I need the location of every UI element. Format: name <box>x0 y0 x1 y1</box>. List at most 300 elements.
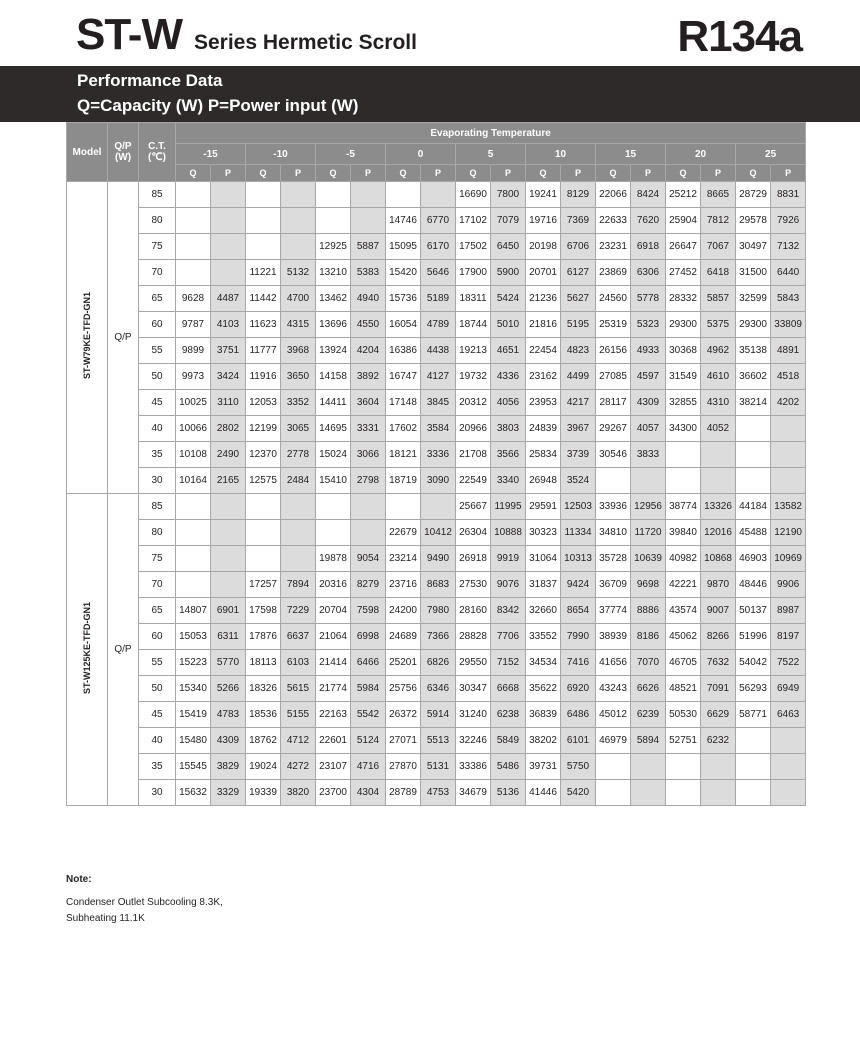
power-cell: 9919 <box>491 546 526 572</box>
power-cell: 4550 <box>351 312 386 338</box>
power-cell <box>211 208 246 234</box>
power-cell: 7079 <box>491 208 526 234</box>
capacity-cell: 21414 <box>316 650 351 676</box>
capacity-cell: 12199 <box>246 416 281 442</box>
table-row <box>67 780 806 806</box>
capacity-cell: 28729 <box>736 182 771 208</box>
capacity-cell: 13462 <box>316 286 351 312</box>
power-cell <box>701 780 736 806</box>
capacity-cell: 13924 <box>316 338 351 364</box>
capacity-cell: 22549 <box>456 468 491 494</box>
capacity-cell: 15095 <box>386 234 421 260</box>
capacity-cell: 11442 <box>246 286 281 312</box>
capacity-cell: 29267 <box>596 416 631 442</box>
note-line-2: Subheating 11.1K <box>66 913 145 924</box>
capacity-cell: 45012 <box>596 702 631 728</box>
header-p: P <box>491 165 526 182</box>
model-name: ST-W125KE-TFD-GN1 <box>82 601 92 694</box>
capacity-cell: 44184 <box>736 494 771 520</box>
power-cell: 4962 <box>701 338 736 364</box>
capacity-cell: 29300 <box>736 312 771 338</box>
power-cell: 4518 <box>771 364 806 390</box>
qp-label: Q/P <box>108 494 139 806</box>
capacity-cell: 30497 <box>736 234 771 260</box>
header-p: P <box>281 165 316 182</box>
power-cell: 6637 <box>281 624 316 650</box>
power-cell: 3739 <box>561 442 596 468</box>
power-cell: 2484 <box>281 468 316 494</box>
power-cell: 6901 <box>211 598 246 624</box>
power-cell <box>351 494 386 520</box>
capacity-cell: 12053 <box>246 390 281 416</box>
capacity-cell: 41656 <box>596 650 631 676</box>
capacity-cell: 24689 <box>386 624 421 650</box>
capacity-cell: 51996 <box>736 624 771 650</box>
power-cell: 5323 <box>631 312 666 338</box>
table-row <box>67 364 806 390</box>
capacity-cell: 23231 <box>596 234 631 260</box>
capacity-cell: 32599 <box>736 286 771 312</box>
condensing-temp: 80 <box>139 520 176 546</box>
capacity-cell: 35728 <box>596 546 631 572</box>
qp-label: Q/P <box>108 182 139 494</box>
power-cell: 12503 <box>561 494 596 520</box>
header-evap-temp: -10 <box>246 144 316 165</box>
power-cell: 5131 <box>421 754 456 780</box>
power-cell: 6626 <box>631 676 666 702</box>
header-evap-temp: 25 <box>736 144 806 165</box>
power-cell: 7132 <box>771 234 806 260</box>
capacity-cell: 32660 <box>526 598 561 624</box>
power-cell: 9698 <box>631 572 666 598</box>
capacity-cell: 20312 <box>456 390 491 416</box>
capacity-cell: 34300 <box>666 416 701 442</box>
header-evap-temp: -15 <box>176 144 246 165</box>
power-cell: 8266 <box>701 624 736 650</box>
power-cell: 4891 <box>771 338 806 364</box>
power-cell <box>631 780 666 806</box>
capacity-cell: 29591 <box>526 494 561 520</box>
header-evap-temp: 20 <box>666 144 736 165</box>
power-cell: 3329 <box>211 780 246 806</box>
power-cell <box>771 442 806 468</box>
power-cell: 3065 <box>281 416 316 442</box>
power-cell: 3751 <box>211 338 246 364</box>
capacity-cell: 27452 <box>666 260 701 286</box>
power-cell: 5843 <box>771 286 806 312</box>
power-cell: 3967 <box>561 416 596 442</box>
power-cell: 5155 <box>281 702 316 728</box>
power-cell: 7632 <box>701 650 736 676</box>
header-evaporating-temperature: Evaporating Temperature <box>176 123 806 144</box>
capacity-cell: 22601 <box>316 728 351 754</box>
capacity-cell <box>596 754 631 780</box>
capacity-cell: 43574 <box>666 598 701 624</box>
condensing-temp: 60 <box>139 624 176 650</box>
power-cell: 4651 <box>491 338 526 364</box>
capacity-cell: 14807 <box>176 598 211 624</box>
capacity-cell <box>666 468 701 494</box>
power-cell: 3604 <box>351 390 386 416</box>
power-cell: 4056 <box>491 390 526 416</box>
capacity-cell: 58771 <box>736 702 771 728</box>
capacity-cell: 10025 <box>176 390 211 416</box>
power-cell: 2490 <box>211 442 246 468</box>
power-cell: 2802 <box>211 416 246 442</box>
capacity-cell: 17502 <box>456 234 491 260</box>
capacity-cell: 38214 <box>736 390 771 416</box>
power-cell: 3331 <box>351 416 386 442</box>
power-cell <box>351 520 386 546</box>
header-p: P <box>561 165 596 182</box>
capacity-cell: 20316 <box>316 572 351 598</box>
capacity-cell: 23700 <box>316 780 351 806</box>
band-title: Performance Data <box>77 71 223 90</box>
capacity-cell: 26948 <box>526 468 561 494</box>
condensing-temp: 85 <box>139 182 176 208</box>
power-cell: 11334 <box>561 520 596 546</box>
capacity-cell: 38774 <box>666 494 701 520</box>
document-title <box>76 10 417 66</box>
power-cell: 7366 <box>421 624 456 650</box>
condensing-temp: 65 <box>139 598 176 624</box>
capacity-cell: 22066 <box>596 182 631 208</box>
power-cell: 9906 <box>771 572 806 598</box>
power-cell: 5615 <box>281 676 316 702</box>
capacity-cell: 27071 <box>386 728 421 754</box>
power-cell: 5849 <box>491 728 526 754</box>
capacity-cell: 12575 <box>246 468 281 494</box>
capacity-cell: 18744 <box>456 312 491 338</box>
capacity-cell: 10066 <box>176 416 211 442</box>
capacity-cell: 15223 <box>176 650 211 676</box>
capacity-cell: 20966 <box>456 416 491 442</box>
capacity-cell: 9899 <box>176 338 211 364</box>
power-cell: 5132 <box>281 260 316 286</box>
condensing-temp: 30 <box>139 468 176 494</box>
power-cell: 3829 <box>211 754 246 780</box>
capacity-cell <box>176 182 211 208</box>
capacity-cell: 43243 <box>596 676 631 702</box>
power-cell: 3090 <box>421 468 456 494</box>
table-row <box>67 390 806 416</box>
power-cell: 4783 <box>211 702 246 728</box>
capacity-cell: 15420 <box>386 260 421 286</box>
power-cell: 3650 <box>281 364 316 390</box>
capacity-cell: 25756 <box>386 676 421 702</box>
header-p: P <box>211 165 246 182</box>
power-cell: 5857 <box>701 286 736 312</box>
capacity-cell: 34810 <box>596 520 631 546</box>
capacity-cell: 28828 <box>456 624 491 650</box>
condensing-temp: 75 <box>139 546 176 572</box>
capacity-cell: 25319 <box>596 312 631 338</box>
capacity-cell: 35138 <box>736 338 771 364</box>
power-cell <box>771 780 806 806</box>
power-cell: 5542 <box>351 702 386 728</box>
power-cell: 5914 <box>421 702 456 728</box>
power-cell: 5778 <box>631 286 666 312</box>
table-row <box>67 468 806 494</box>
power-cell: 6920 <box>561 676 596 702</box>
capacity-cell: 25904 <box>666 208 701 234</box>
power-cell: 6770 <box>421 208 456 234</box>
power-cell: 5486 <box>491 754 526 780</box>
header-q: Q <box>456 165 491 182</box>
capacity-cell: 17257 <box>246 572 281 598</box>
power-cell: 6239 <box>631 702 666 728</box>
power-cell: 9007 <box>701 598 736 624</box>
power-cell: 3833 <box>631 442 666 468</box>
power-cell: 4716 <box>351 754 386 780</box>
condensing-temp: 55 <box>139 338 176 364</box>
capacity-cell: 17876 <box>246 624 281 650</box>
capacity-cell: 30546 <box>596 442 631 468</box>
capacity-cell: 11916 <box>246 364 281 390</box>
capacity-cell: 21708 <box>456 442 491 468</box>
power-cell: 6311 <box>211 624 246 650</box>
power-cell <box>211 520 246 546</box>
condensing-temp: 35 <box>139 754 176 780</box>
capacity-cell <box>176 234 211 260</box>
band-subtitle: Q=Capacity (W) P=Power input (W) <box>77 96 359 115</box>
power-cell <box>211 572 246 598</box>
capacity-cell: 17102 <box>456 208 491 234</box>
power-cell: 3340 <box>491 468 526 494</box>
capacity-cell <box>666 780 701 806</box>
power-cell: 4940 <box>351 286 386 312</box>
capacity-cell: 30347 <box>456 676 491 702</box>
power-cell: 4823 <box>561 338 596 364</box>
power-cell: 4597 <box>631 364 666 390</box>
power-cell <box>701 754 736 780</box>
table-row <box>67 598 806 624</box>
note-line-1: Condenser Outlet Subcooling 8.3K, <box>66 897 223 908</box>
power-cell: 5136 <box>491 780 526 806</box>
power-cell: 7598 <box>351 598 386 624</box>
capacity-cell <box>246 520 281 546</box>
capacity-cell: 11221 <box>246 260 281 286</box>
capacity-cell: 37774 <box>596 598 631 624</box>
power-cell: 5900 <box>491 260 526 286</box>
power-cell: 5424 <box>491 286 526 312</box>
power-cell <box>281 520 316 546</box>
power-cell: 3892 <box>351 364 386 390</box>
power-cell: 3584 <box>421 416 456 442</box>
power-cell: 7800 <box>491 182 526 208</box>
capacity-cell: 25201 <box>386 650 421 676</box>
capacity-cell: 28332 <box>666 286 701 312</box>
power-cell: 4753 <box>421 780 456 806</box>
power-cell: 6826 <box>421 650 456 676</box>
capacity-cell: 19716 <box>526 208 561 234</box>
power-cell: 6918 <box>631 234 666 260</box>
power-cell: 3352 <box>281 390 316 416</box>
table-row <box>67 650 806 676</box>
power-cell: 4315 <box>281 312 316 338</box>
power-cell: 7926 <box>771 208 806 234</box>
power-cell: 33809 <box>771 312 806 338</box>
capacity-cell: 23214 <box>386 546 421 572</box>
power-cell: 3424 <box>211 364 246 390</box>
capacity-cell: 19241 <box>526 182 561 208</box>
capacity-cell: 16747 <box>386 364 421 390</box>
power-cell: 7070 <box>631 650 666 676</box>
capacity-cell: 16054 <box>386 312 421 338</box>
capacity-cell <box>246 182 281 208</box>
capacity-cell: 26304 <box>456 520 491 546</box>
power-cell <box>421 494 456 520</box>
capacity-cell: 11777 <box>246 338 281 364</box>
header-q: Q <box>176 165 211 182</box>
capacity-cell: 14746 <box>386 208 421 234</box>
capacity-cell <box>176 572 211 598</box>
header-band <box>0 66 860 122</box>
power-cell: 13582 <box>771 494 806 520</box>
capacity-cell: 23107 <box>316 754 351 780</box>
capacity-cell: 34534 <box>526 650 561 676</box>
condensing-temp: 35 <box>139 442 176 468</box>
table-row <box>67 182 806 208</box>
power-cell: 7812 <box>701 208 736 234</box>
power-cell: 2798 <box>351 468 386 494</box>
power-cell: 8129 <box>561 182 596 208</box>
power-cell <box>771 468 806 494</box>
capacity-cell: 10164 <box>176 468 211 494</box>
condensing-temp: 45 <box>139 390 176 416</box>
header-qp: Q/P (W) <box>108 123 139 182</box>
power-cell <box>771 728 806 754</box>
capacity-cell: 27870 <box>386 754 421 780</box>
capacity-cell: 25834 <box>526 442 561 468</box>
capacity-cell: 29578 <box>736 208 771 234</box>
condensing-temp: 70 <box>139 260 176 286</box>
capacity-cell <box>316 520 351 546</box>
capacity-cell: 18536 <box>246 702 281 728</box>
capacity-cell <box>246 546 281 572</box>
power-cell: 5750 <box>561 754 596 780</box>
capacity-cell: 19878 <box>316 546 351 572</box>
power-cell: 3110 <box>211 390 246 416</box>
table-row <box>67 520 806 546</box>
table-row <box>67 312 806 338</box>
power-cell: 6238 <box>491 702 526 728</box>
power-cell: 8654 <box>561 598 596 624</box>
power-cell: 6463 <box>771 702 806 728</box>
power-cell: 11995 <box>491 494 526 520</box>
power-cell: 4789 <box>421 312 456 338</box>
power-cell <box>351 208 386 234</box>
capacity-cell: 24839 <box>526 416 561 442</box>
capacity-cell: 22163 <box>316 702 351 728</box>
capacity-cell <box>246 494 281 520</box>
condensing-temp: 85 <box>139 494 176 520</box>
capacity-cell: 28789 <box>386 780 421 806</box>
table-row <box>67 728 806 754</box>
power-cell <box>701 442 736 468</box>
capacity-cell: 38202 <box>526 728 561 754</box>
power-cell <box>771 754 806 780</box>
power-cell: 8886 <box>631 598 666 624</box>
power-cell: 5383 <box>351 260 386 286</box>
table-row <box>67 572 806 598</box>
power-cell: 7990 <box>561 624 596 650</box>
power-cell: 4499 <box>561 364 596 390</box>
capacity-cell: 48446 <box>736 572 771 598</box>
header-evap-temp: 15 <box>596 144 666 165</box>
power-cell: 6998 <box>351 624 386 650</box>
capacity-cell: 31500 <box>736 260 771 286</box>
capacity-cell: 14695 <box>316 416 351 442</box>
power-cell: 3066 <box>351 442 386 468</box>
capacity-cell: 56293 <box>736 676 771 702</box>
header-q: Q <box>666 165 701 182</box>
note-title: Note: <box>66 874 92 885</box>
capacity-cell: 52751 <box>666 728 701 754</box>
header-evap-temp: 10 <box>526 144 596 165</box>
capacity-cell: 32246 <box>456 728 491 754</box>
power-cell: 7894 <box>281 572 316 598</box>
capacity-cell: 36839 <box>526 702 561 728</box>
capacity-cell: 18113 <box>246 650 281 676</box>
condensing-temp: 30 <box>139 780 176 806</box>
power-cell: 4217 <box>561 390 596 416</box>
power-cell <box>281 234 316 260</box>
capacity-cell: 15545 <box>176 754 211 780</box>
capacity-cell: 42221 <box>666 572 701 598</box>
power-cell: 7091 <box>701 676 736 702</box>
capacity-cell: 23953 <box>526 390 561 416</box>
power-cell: 5513 <box>421 728 456 754</box>
capacity-cell: 50530 <box>666 702 701 728</box>
capacity-cell: 26918 <box>456 546 491 572</box>
performance-table <box>66 122 806 806</box>
power-cell: 6127 <box>561 260 596 286</box>
capacity-cell: 23869 <box>596 260 631 286</box>
capacity-cell <box>246 234 281 260</box>
table-row <box>67 702 806 728</box>
power-cell: 4933 <box>631 338 666 364</box>
capacity-cell: 25667 <box>456 494 491 520</box>
capacity-cell: 13210 <box>316 260 351 286</box>
table-row <box>67 754 806 780</box>
capacity-cell <box>666 442 701 468</box>
capacity-cell: 33386 <box>456 754 491 780</box>
capacity-cell: 16690 <box>456 182 491 208</box>
power-cell <box>211 234 246 260</box>
power-cell <box>771 416 806 442</box>
capacity-cell <box>386 494 421 520</box>
capacity-cell <box>176 546 211 572</box>
power-cell: 3803 <box>491 416 526 442</box>
capacity-cell: 18326 <box>246 676 281 702</box>
power-cell: 8186 <box>631 624 666 650</box>
power-cell: 5770 <box>211 650 246 676</box>
capacity-cell: 25212 <box>666 182 701 208</box>
power-cell: 12956 <box>631 494 666 520</box>
capacity-cell: 12370 <box>246 442 281 468</box>
header-p: P <box>771 165 806 182</box>
capacity-cell: 10108 <box>176 442 211 468</box>
capacity-cell: 54042 <box>736 650 771 676</box>
power-cell <box>211 494 246 520</box>
table-row <box>67 338 806 364</box>
capacity-cell: 35622 <box>526 676 561 702</box>
capacity-cell <box>736 728 771 754</box>
power-cell: 4052 <box>701 416 736 442</box>
power-cell: 5894 <box>631 728 666 754</box>
capacity-cell <box>736 754 771 780</box>
